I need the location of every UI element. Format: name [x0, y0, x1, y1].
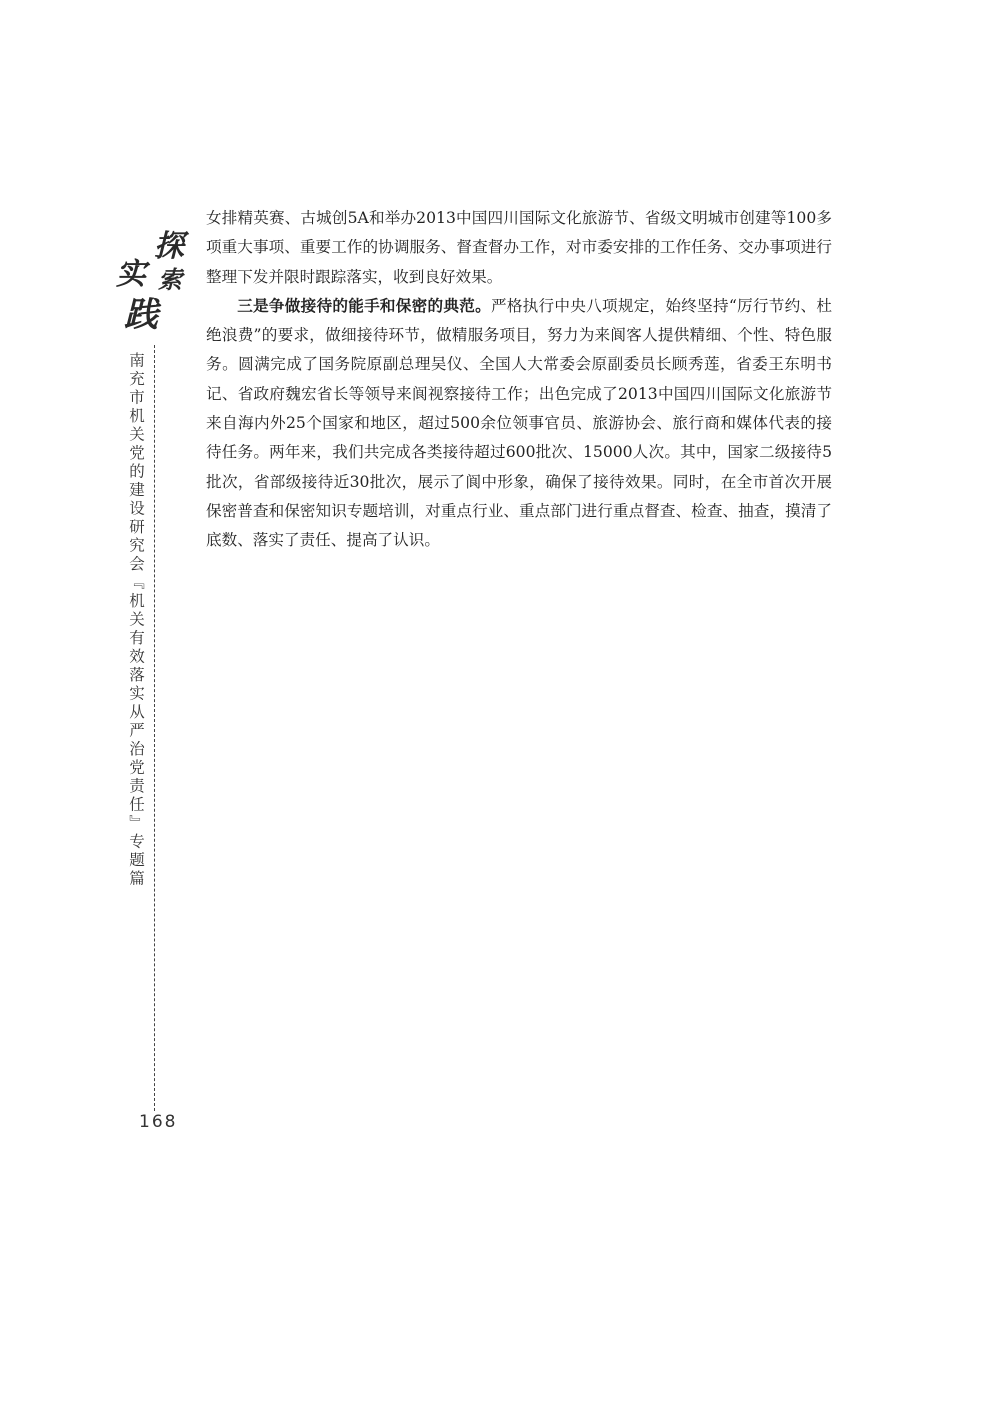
calligraphy-char: 探	[154, 229, 184, 264]
page-number: 168	[139, 1112, 178, 1132]
paragraph-body: 严格执行中央八项规定，始终坚持“厉行节约、杜绝浪费”的要求，做细接待环节，做精服务项目，努力为来阆客人提供精细、个性、特色服务。圆满完成了国务院原副总理吴仪、全国人大常委会原副委员长顾秀莲，省委王东明书记、省政府魏宏省长等领导来阆视察接待工作；出色完成了2013中国四川国际文化旅游节来自海内外25个国家和地区，超过500余位领事官员、旅游协会、旅行商和媒体代表的接待任务。两年来，我们共完成各类接待超过600批次、15000人次。其中，国家二级接待5批次，省部级接待近30批次，展示了阆中形象，确保了接待效果。同时，在全市首次开展保密普查和保密知识专题培训，对重点行业、重点部门进行重点督查、检查、抽查，摸清了底数、落实了责任、提高了认识。	[206, 296, 832, 550]
calligraphy-logo	[112, 229, 192, 342]
paragraph-lead: 三是争做接待的能手和保密的典范。	[237, 296, 491, 315]
section-title-vertical: 南充市机关党的建设研究会『机关有效落实从严治党责任』专题篇	[127, 352, 145, 889]
paragraph: 女排精英赛、古城创5A和举办2013中国四川国际文化旅游节、省级文明城市创建等100多项重大事项、重要工作的协调服务、督查督办工作，对市委安排的工作任务、交办事项进行整理下发并限时跟踪落实，收到良好效果。	[206, 209, 832, 286]
margin-divider	[154, 345, 155, 1111]
calligraphy-char: 实	[116, 257, 146, 292]
paragraph	[206, 292, 832, 556]
calligraphy-char: 践	[124, 295, 158, 335]
calligraphy-char: 索	[158, 265, 182, 294]
body-text	[206, 204, 832, 556]
